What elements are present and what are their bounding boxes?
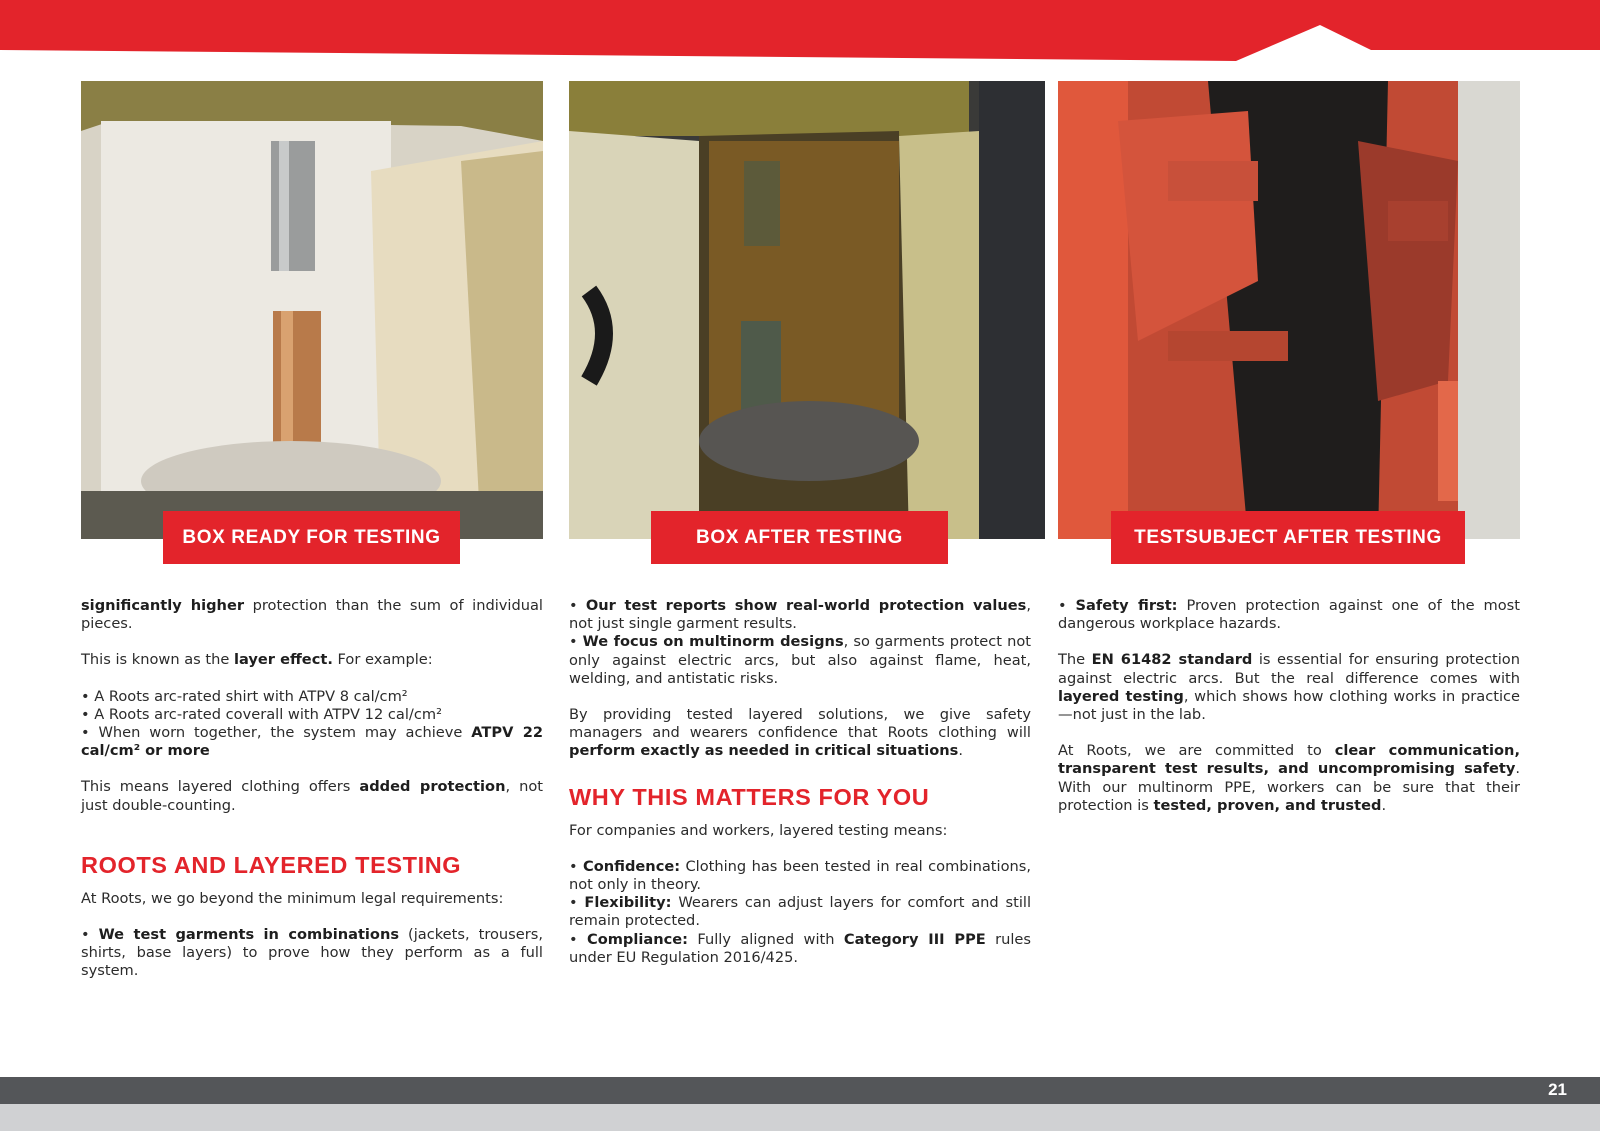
list-item: • Flexibility: Wearers can adjust layers for comfort and still remain protected. [569,894,1031,930]
caption-box-after: BOX AFTER TESTING [651,511,948,564]
list-item: • We test garments in combinations (jackets, trousers, shirts, base layers) to prove how they perform as a full system. [81,926,543,980]
list-item: • We focus on multinorm designs, so garments protect not only against electric arcs, but also against flame, heat, welding, and antistatic risks. [569,633,1031,687]
list-item: • A Roots arc-rated shirt with ATPV 8 cal/cm² [81,687,408,705]
paragraph: significantly higher protection than the sum of individual pieces. [81,597,543,633]
list-item: • Compliance: Fully aligned with Category III PPE rules under EU Regulation 2016/425. [569,930,1032,966]
paragraph: For companies and workers, layered testing means: [569,821,948,839]
paragraph: At Roots, we go beyond the minimum legal requirements: [81,889,504,907]
heading-why-this-matters: WHY THIS MATTERS FOR YOU [569,783,930,810]
photo-box-ready [81,81,543,539]
header-band [0,0,1600,70]
caption-testsubject-after: TESTSUBJECT AFTER TESTING [1111,511,1465,564]
heading-roots-layered-testing: ROOTS AND LAYERED TESTING [81,851,462,878]
photo-testsubject-after [1058,81,1520,539]
paragraph: By providing tested layered solutions, we give safety managers and wearers confidence that Roots clothing will perform exactly as needed in critical situations. [569,706,1031,760]
footer-bar [0,1077,1600,1104]
page-number: 21 [1548,1080,1567,1099]
photo-box-after [569,81,1045,539]
paragraph: The EN 61482 standard is essential for ensuring protection against electric arcs. But the real difference comes with layered testing, which shows how clothing works in practice—not just in the lab. [1058,651,1520,724]
paragraph: At Roots, we are committed to clear communication, transparent test results, and uncompromising safety. With our multinorm PPE, workers can be sure that their protection is tested, proven, and trusted. [1058,742,1520,814]
column-1 [81,597,543,981]
paragraph: This means layered clothing offers added protection, not just double-counting. [81,778,543,814]
list-item: • Confidence: Clothing has been tested in real combinations, not only in theory. [569,857,1031,894]
column-2 [569,597,1031,967]
column-3 [1058,597,1520,815]
footer-bottom-strip [0,1104,1600,1131]
list-item: • Our test reports show real-world protection values, not just single garment results. [569,597,1032,633]
caption-box-ready: BOX READY FOR TESTING [163,511,460,564]
paragraph: This is known as the layer effect. For example: [81,651,433,669]
list-item: • A Roots arc-rated coverall with ATPV 12 cal/cm² [81,705,442,723]
list-item: • Safety first: Proven protection against one of the most dangerous workplace hazards. [1058,597,1520,633]
list-item: • When worn together, the system may achieve ATPV 22 cal/cm² or more [81,724,544,760]
